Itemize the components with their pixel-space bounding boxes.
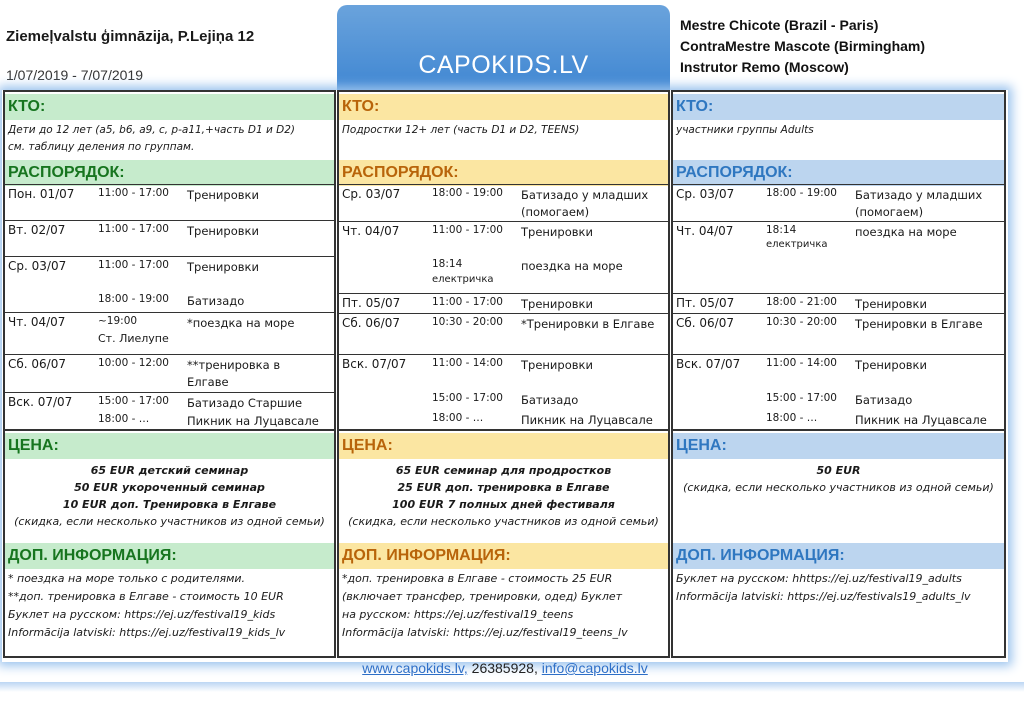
schedule-time: 18:00 - 21:00	[766, 296, 837, 308]
schedule-time: 15:00 - 17:00	[98, 395, 169, 407]
schedule-day: Чт. 04/07	[342, 224, 400, 238]
info-link[interactable]: Informācija latviski: https://ej.uz/festival19_kids_lv	[8, 626, 286, 639]
schedule-day: Вт. 02/07	[8, 223, 66, 237]
schedule-activity: Батизадо Старшие	[187, 396, 303, 410]
schedule-day: Сб. 06/07	[8, 357, 66, 371]
schedule-activity: Пикник на Луцавсале	[855, 413, 987, 427]
kids-price-list	[5, 462, 334, 530]
kids-who-text	[8, 122, 331, 156]
schedule-activity: Батизадо у младших (помогаем)	[855, 188, 983, 219]
kids-who-line-1: Дети до 12 лет (a5, b6, a9, c, p-a11,+часть D1 и D2)	[8, 124, 295, 136]
teens-price-list	[339, 462, 668, 530]
teens-schedule	[339, 184, 668, 431]
schedule-day: Пт. 05/07	[676, 296, 735, 310]
schedule-day: Пон. 01/07	[8, 187, 75, 201]
schedule-time: 11:00 - 17:00	[98, 187, 169, 199]
schedule-time: 18:00 - 19:00	[432, 187, 503, 199]
schedule-activity: *поездка на море	[187, 316, 295, 330]
schedule-row	[5, 312, 334, 354]
price-note: (скидка, если несколько участников из одной семьи)	[683, 481, 994, 494]
price-line: 50 EUR укороченный семинар	[74, 481, 265, 494]
masters-list	[680, 15, 925, 78]
schedule-day: Сб. 06/07	[342, 316, 400, 330]
schedule-time: 11:00 - 17:00	[432, 224, 503, 236]
venue-address: Ziemeļvalstu ģimnāzija, P.Lejiņa 12	[6, 28, 255, 45]
schedule-time: 11:00 - 14:00	[432, 357, 503, 369]
schedule-activity: Батизадо	[855, 393, 913, 407]
schedule-activity: Тренировки в Елгаве	[855, 317, 983, 331]
adults-who-text	[676, 122, 1001, 139]
schedule-day: Сб. 06/07	[676, 316, 734, 330]
schedule-row	[673, 221, 1004, 293]
schedule-time: 11:00 - 17:00	[98, 223, 169, 235]
price-line: 100 EUR 7 полных дней фестиваля	[392, 498, 615, 511]
schedule-row	[339, 184, 668, 221]
schedule-activity: Тренировки	[187, 224, 259, 238]
schedule-row	[5, 256, 334, 312]
kids-info	[8, 570, 331, 642]
schedule-time: 18:00 - 19:00	[766, 187, 837, 199]
schedule-activity: Тренировки	[187, 260, 259, 274]
schedule-activity: Тренировки	[855, 297, 927, 311]
kids-info-header: ДОП. ИНФОРМАЦИЯ:	[5, 543, 334, 569]
info-line: (включает трансфер, тренировки, одед) Буклет	[342, 590, 623, 603]
schedule-activity: Тренировки	[521, 297, 593, 311]
price-line: 25 EUR доп. тренировка в Елгаве	[397, 481, 610, 494]
website-link[interactable]: www.capokids.lv,	[362, 660, 468, 676]
teens-column	[337, 90, 670, 658]
schedule-activity: Тренировки	[521, 225, 593, 239]
kids-who-header: КТО:	[5, 94, 334, 120]
price-line: 65 EUR семинар для продростков	[395, 464, 612, 477]
schedule-time: 10:30 - 20:00	[432, 316, 503, 328]
teens-price-header: ЦЕНА:	[339, 433, 668, 459]
footer-glow	[0, 682, 1024, 692]
schedule-activity: Батизадо у младших (помогаем)	[521, 188, 649, 219]
master-1: Mestre Chicote (Brazil - Paris)	[680, 17, 879, 33]
adults-who-line-1: участники группы Adults	[676, 124, 814, 136]
schedule-activity: Пикник на Луцавсале	[187, 414, 319, 428]
info-line: **доп. тренировка в Елгаве - стоимость 10 EUR	[8, 590, 284, 603]
schedule-time: 18:00 - …	[98, 413, 150, 425]
adults-price-header: ЦЕНА:	[673, 433, 1004, 459]
schedule-row	[339, 313, 668, 354]
schedule-time: 15:00 - 17:00	[432, 392, 503, 404]
teens-who-header: КТО:	[339, 94, 668, 120]
adults-who-header: КТО:	[673, 94, 1004, 120]
teens-info-header: ДОП. ИНФОРМАЦИЯ:	[339, 543, 668, 569]
teens-who-text	[342, 122, 665, 139]
schedule-time-note: Ст. Лиелупе	[98, 332, 169, 345]
schedule-row	[673, 293, 1004, 313]
info-line: * поездка на море только с родителями.	[8, 572, 246, 585]
schedule-row	[5, 220, 334, 256]
adults-info-header: ДОП. ИНФОРМАЦИЯ:	[673, 543, 1004, 569]
email-link[interactable]: info@capokids.lv	[541, 660, 648, 676]
phone-number: 26385928,	[467, 660, 542, 676]
master-2: ContraMestre Mascote (Birmingham)	[680, 38, 926, 54]
teens-schedule-header: РАСПОРЯДОК:	[339, 160, 668, 186]
price-line: 10 EUR доп. Тренировка в Елгаве	[62, 498, 277, 511]
schedule-row	[339, 293, 668, 313]
info-line: *доп. тренировка в Елгаве - стоимость 25 EUR	[342, 572, 613, 585]
price-line: 50 EUR	[816, 464, 861, 477]
contact-footer	[0, 660, 1010, 676]
schedule-activity: Тренировки	[855, 358, 927, 372]
info-link[interactable]: Буклет на русском: hhttps://ej.uz/festival19_adults	[676, 572, 962, 585]
info-link[interactable]: Буклет на русском: https://ej.uz/festival19_kids	[8, 608, 276, 621]
schedule-time: 10:00 - 12:00	[98, 357, 169, 369]
adults-column	[671, 90, 1006, 658]
schedule-activity: Тренировки	[521, 358, 593, 372]
schedule-day: Ср. 03/07	[342, 187, 401, 201]
adults-info	[676, 570, 1001, 606]
schedule-day: Ср. 03/07	[676, 187, 735, 201]
schedule-row	[5, 354, 334, 392]
schedule-activity: поездка на море	[855, 225, 957, 239]
schedule-time: 18:00 - …	[432, 412, 484, 424]
brand-title: CAPOKIDS.LV	[337, 5, 670, 92]
schedule-day: Чт. 04/07	[676, 224, 734, 238]
schedule-time: 18:14	[432, 258, 463, 270]
info-link[interactable]: Informācija latviski: https://ej.uz/festival19_teens_lv	[342, 626, 628, 639]
price-note: (скидка, если несколько участников из одной семьи)	[14, 515, 325, 528]
price-line: 65 EUR детский семинар	[90, 464, 249, 477]
schedule-day: Пт. 05/07	[342, 296, 401, 310]
schedule-time: 18:14	[766, 224, 797, 236]
teens-info	[342, 570, 665, 642]
kids-schedule	[5, 184, 334, 431]
schedule-time-note: електричка	[766, 239, 828, 250]
schedule-time: 11:00 - 14:00	[766, 357, 837, 369]
schedule-day: Ср. 03/07	[8, 259, 67, 273]
schedule-activity: **тренировка в Елгаве	[187, 358, 281, 389]
kids-schedule-header: РАСПОРЯДОК:	[5, 160, 334, 186]
kids-who-line-2: см. таблицу деления по группам.	[8, 141, 195, 153]
schedule-time: 11:00 - 17:00	[98, 259, 169, 271]
schedule-time: 18:00 - 19:00	[98, 293, 169, 305]
schedule-row	[673, 184, 1004, 221]
info-link[interactable]: на русском: https://ej.uz/festival19_teens	[342, 608, 574, 621]
kids-column	[3, 90, 336, 658]
schedule-row	[5, 184, 334, 220]
schedule-time-note: електричка	[432, 274, 494, 285]
schedule-day: Вск. 07/07	[8, 395, 73, 409]
schedule-row	[339, 354, 668, 431]
schedule-time: 15:00 - 17:00	[766, 392, 837, 404]
price-note: (скидка, если несколько участников из одной семьи)	[348, 515, 659, 528]
info-link[interactable]: Informācija latviski: https://ej.uz/festivals19_adults_lv	[676, 590, 971, 603]
schedule-row	[673, 313, 1004, 354]
event-dates: 1/07/2019 - 7/07/2019	[6, 67, 144, 83]
schedule-activity: поездка на море	[521, 259, 623, 273]
schedule-activity: Батизадо	[187, 294, 245, 308]
adults-schedule	[673, 184, 1004, 431]
schedule-activity: *Тренировки в Елгаве	[521, 317, 655, 331]
schedule-activity: Тренировки	[187, 188, 259, 202]
schedule-activity: Пикник на Луцавсале	[521, 413, 653, 427]
schedule-time: 18:00 - …	[766, 412, 818, 424]
schedule-row	[339, 221, 668, 293]
schedule-row	[5, 392, 334, 431]
master-3: Instrutor Remo (Moscow)	[680, 59, 849, 75]
schedule-time: ~19:00	[98, 315, 138, 327]
schedule-time: 11:00 - 17:00	[432, 296, 503, 308]
kids-price-header: ЦЕНА:	[5, 433, 334, 459]
schedule-day: Чт. 04/07	[8, 315, 66, 329]
adults-price-list	[673, 462, 1004, 496]
schedule-time: 10:30 - 20:00	[766, 316, 837, 328]
teens-who-line-1: Подростки 12+ лет (часть D1 и D2, TEENS)	[342, 124, 580, 136]
schedule-day: Вск. 07/07	[342, 357, 407, 371]
adults-schedule-header: РАСПОРЯДОК:	[673, 160, 1004, 186]
schedule-activity: Батизадо	[521, 393, 579, 407]
schedule-row	[673, 354, 1004, 431]
schedule-day: Вск. 07/07	[676, 357, 741, 371]
